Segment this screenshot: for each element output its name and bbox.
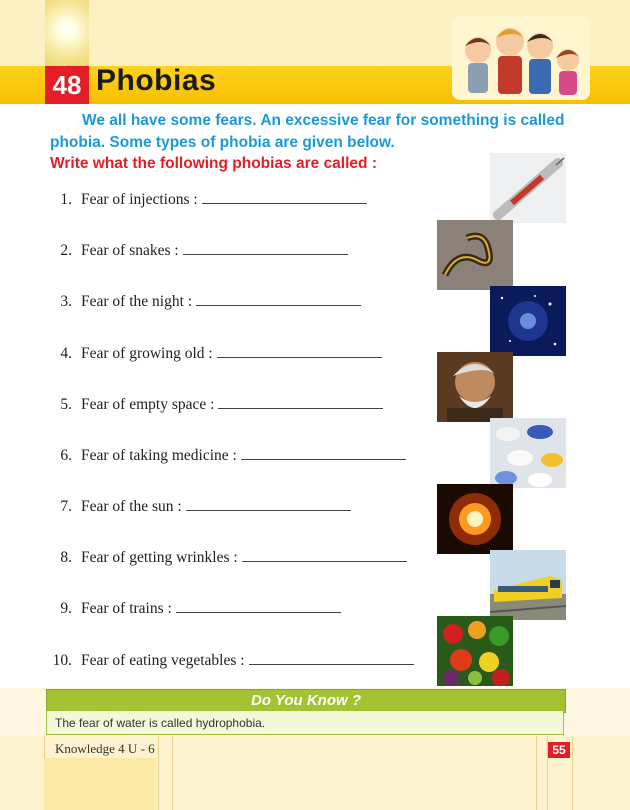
answer-line-6[interactable] [241,445,406,460]
vegetables-image [437,616,513,686]
do-you-know-heading: Do You Know ? [46,689,566,713]
question-7: 7. Fear of the sun : [44,496,351,516]
footer-rule [572,736,573,810]
header-tab [45,0,89,66]
footer-rule [172,736,173,810]
syringe-image [490,153,566,223]
answer-line-9[interactable] [176,598,341,613]
page-title: Phobias [96,64,217,97]
question-6: 6. Fear of taking medicine : [44,445,406,465]
question-4: 4. Fear of growing old : [44,343,382,363]
intro-text: We all have some fears. An excessive fear for something is called phobia. Some types of phobia are given below. [50,112,565,151]
answer-line-2[interactable] [183,240,348,255]
answer-line-5[interactable] [218,394,383,409]
answer-line-10[interactable] [249,650,414,665]
page-number: 55 [548,742,570,758]
worksheet-number: 48 [45,66,89,104]
instruction-text: Write what the following phobias are called : [50,155,377,172]
question-5: 5. Fear of empty space : [44,394,383,414]
answer-line-3[interactable] [196,291,361,306]
question-9: 9. Fear of trains : [44,598,341,618]
answer-line-7[interactable] [186,496,351,511]
footer-box [44,758,156,810]
do-you-know-text: The fear of water is called hydrophobia. [46,711,564,735]
footer-rule [158,736,159,810]
night-sky-image [490,286,566,356]
question-8: 8. Fear of getting wrinkles : [44,547,407,567]
children-illustration [452,16,590,100]
train-image [490,550,566,620]
medicine-pills-image [490,418,566,488]
snake-image [437,220,513,290]
answer-line-1[interactable] [202,189,367,204]
question-1: 1. Fear of injections : [44,189,367,209]
question-2: 2. Fear of snakes : [44,240,348,260]
question-3: 3. Fear of the night : [44,291,361,311]
sun-image [437,484,513,554]
answer-line-8[interactable] [242,547,407,562]
question-10: 10. Fear of eating vegetables : [44,650,414,670]
answer-line-4[interactable] [217,343,382,358]
footer-rule [536,736,537,810]
book-title: Knowledge 4 U - 6 [55,741,155,756]
old-man-image [437,352,513,422]
